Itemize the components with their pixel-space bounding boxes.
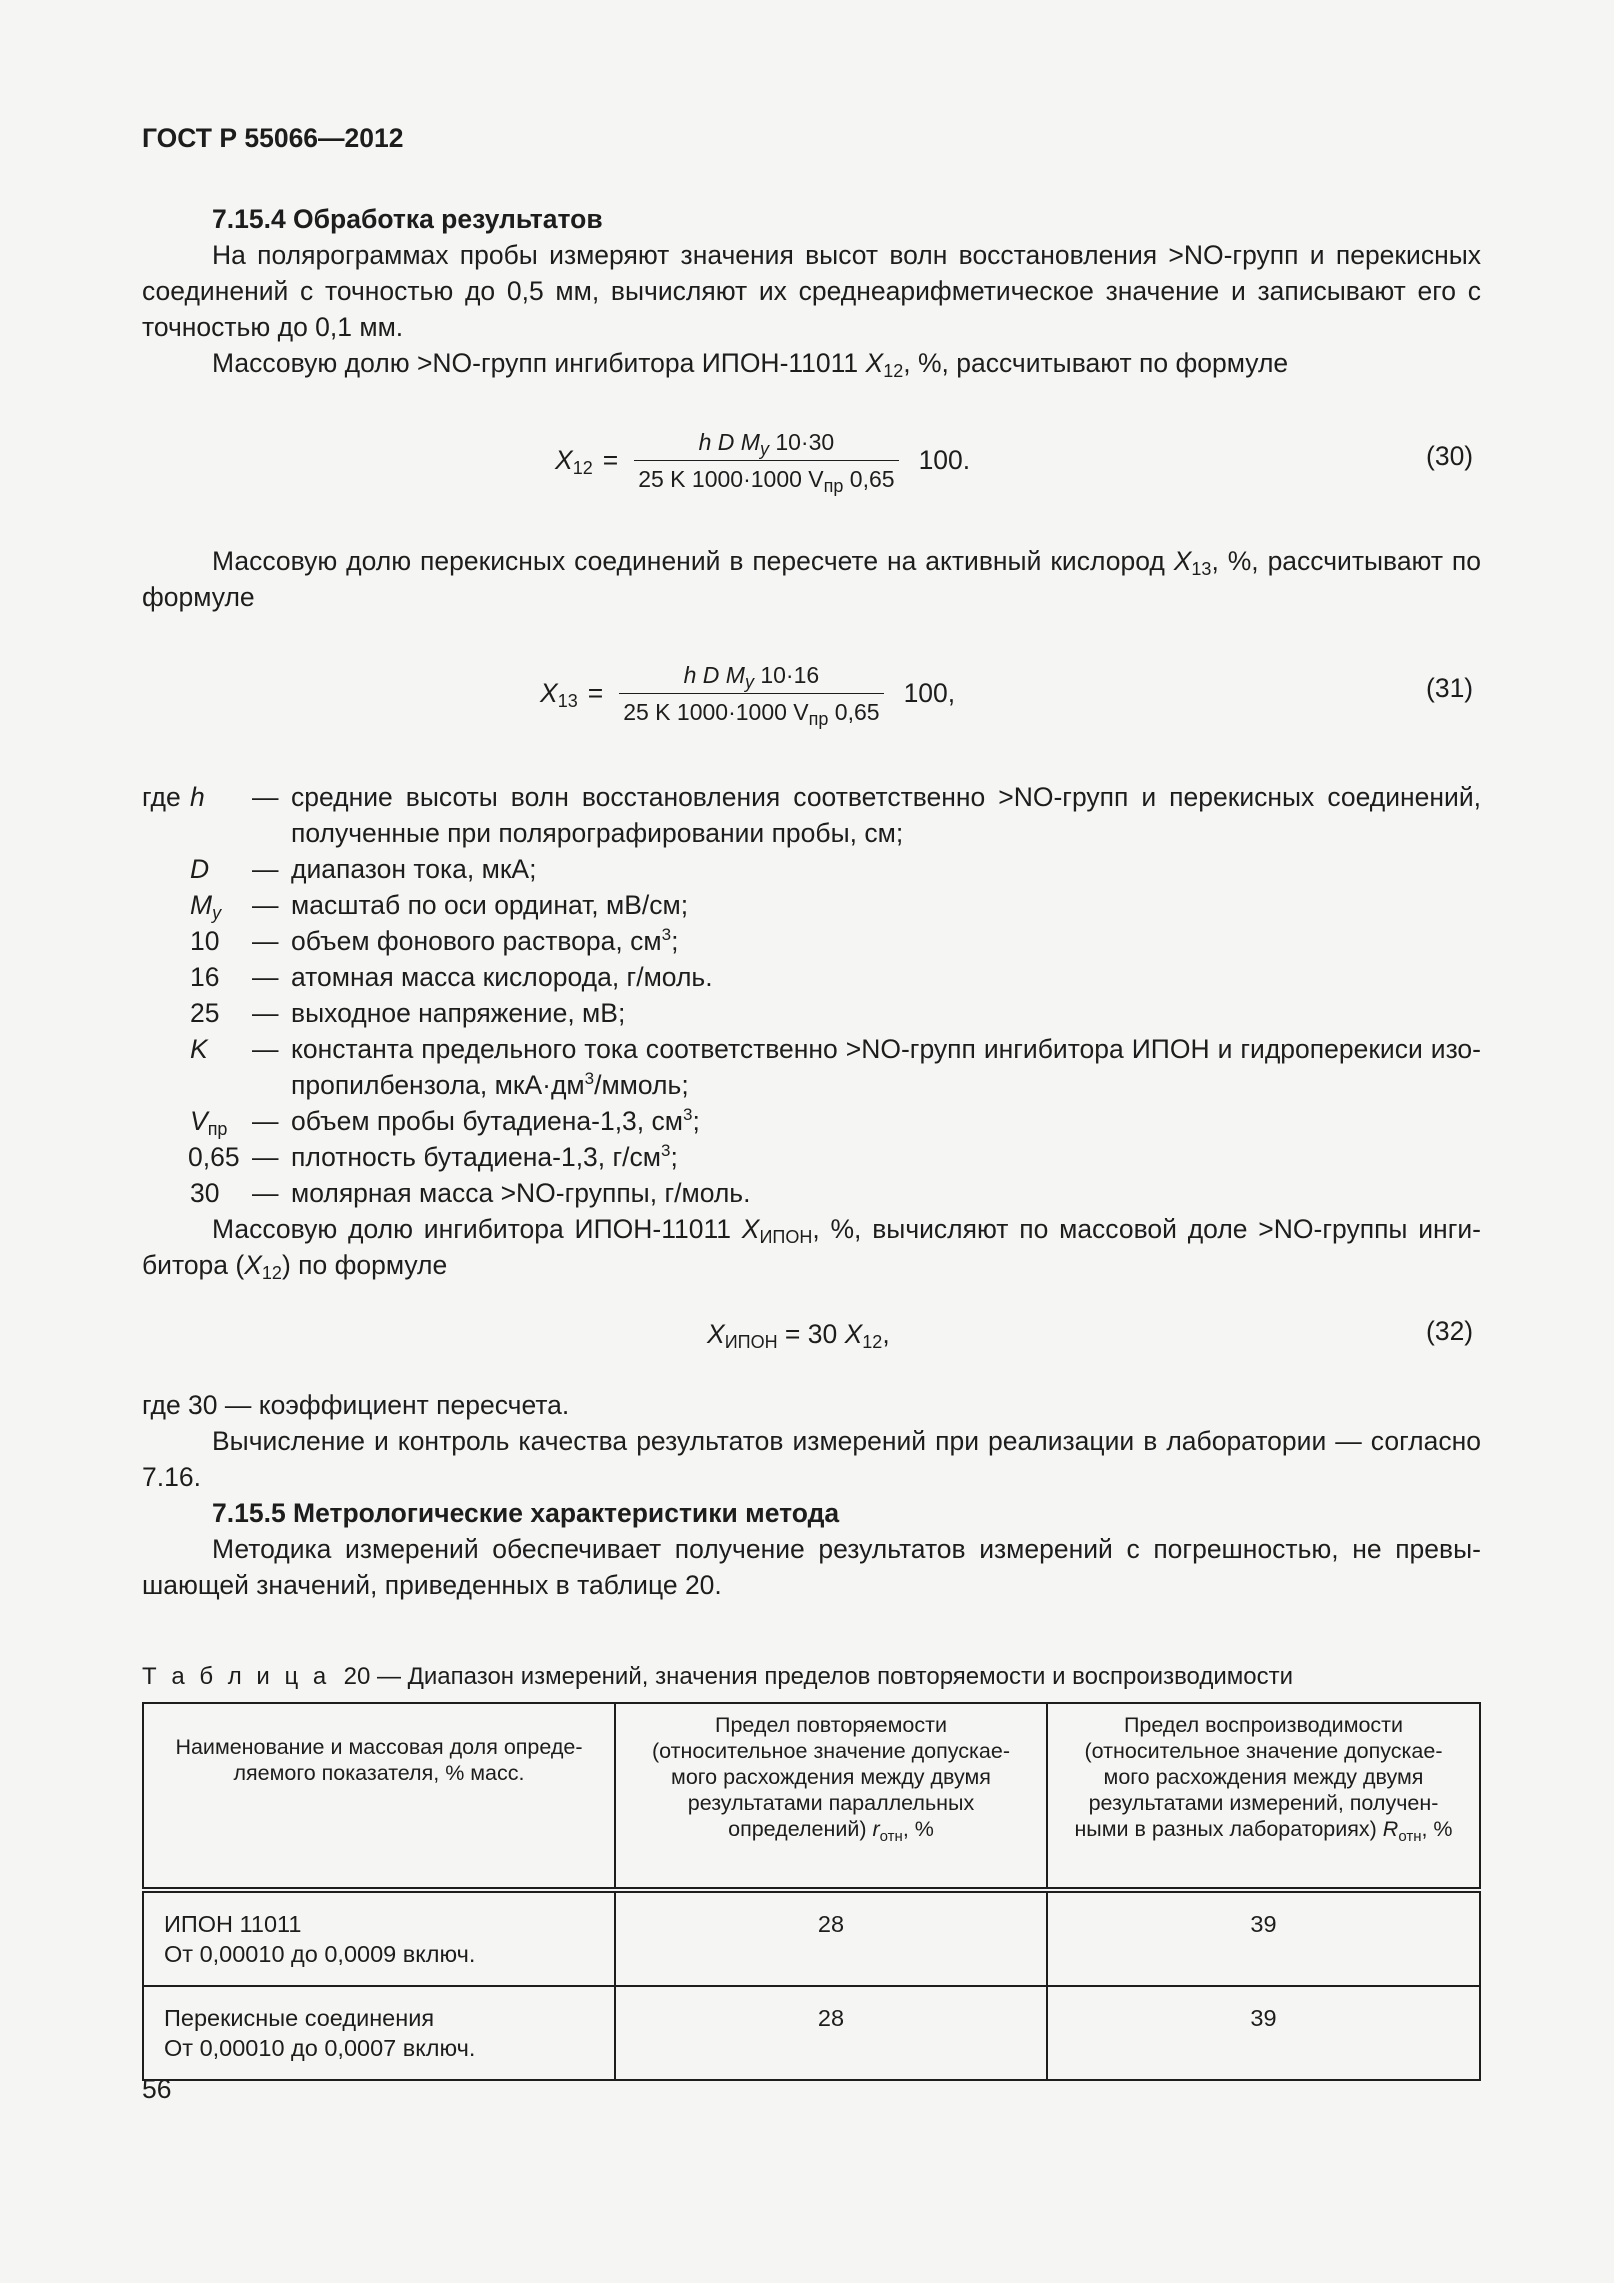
legend-dash: — — [252, 782, 279, 812]
legend-symbol — [190, 887, 221, 923]
symbol-text: M — [190, 890, 213, 920]
text-span: , %, рассчитывают по — [1211, 546, 1481, 576]
legend-symbol — [190, 851, 209, 887]
symbol-text: h — [190, 782, 205, 812]
description-text: выходное напряжение, мВ; — [291, 998, 626, 1028]
text-span: Массовую долю ингибитора ИПОН-11011 — [212, 1214, 742, 1244]
paragraph-line: На полярограммах пробы измеряют значения высот волн восстановления >NO-групп и перекисных — [212, 240, 1481, 270]
legend-description — [291, 923, 1481, 959]
symbol-text: 30 — [190, 1178, 220, 1208]
legend-symbol — [188, 1139, 240, 1175]
legend-description — [291, 779, 1481, 851]
paragraph-line: формуле — [142, 582, 255, 612]
legend-symbol — [190, 959, 219, 995]
legend-description — [291, 1103, 1481, 1139]
description-text: константа предельного тока соответственно >NO-групп ингибитора ИПОН и гидроперекиси изо- — [291, 1034, 1481, 1064]
legend-description — [291, 1031, 1481, 1103]
paragraph-line: соединений с точностью до 0,5 мм, вычисляют их среднеарифметическое значение и записывают его с — [142, 276, 1481, 306]
caption-label: Т а б л и ц а — [142, 1663, 331, 1690]
header-line: (относительное значение допускае- — [1084, 1739, 1443, 1763]
subscript: отн — [879, 1828, 903, 1845]
superscript: 3 — [661, 1141, 671, 1160]
header-line: Предел воспроизводимости — [1123, 1713, 1404, 1737]
subscript: 12 — [883, 361, 904, 381]
header-line: Предел повторяемости — [715, 1713, 947, 1737]
num-vars: h D M — [698, 429, 760, 455]
description-text: /ммоль; — [594, 1070, 689, 1100]
legend-dash: — — [252, 1142, 279, 1172]
superscript: 3 — [661, 925, 672, 944]
equals-sign: = — [602, 445, 619, 475]
formula-lhs-var: X — [540, 678, 558, 708]
variable: X — [741, 1214, 760, 1244]
cell-line: От 0,00010 до 0,0007 включ. — [164, 2035, 476, 2061]
description-text: масштаб по оси ординат, мВ/см; — [291, 890, 689, 920]
header-line: определений) — [728, 1817, 873, 1841]
den-const: 0,65 — [834, 699, 880, 725]
formula-30 — [555, 428, 971, 496]
table-cell-repeatability: 28 — [615, 1890, 1047, 1986]
legend-dash: — — [252, 926, 279, 956]
header-line: результатами параллельных — [687, 1791, 975, 1815]
variable: R — [1382, 1817, 1399, 1841]
subscript: ИПОН — [724, 1332, 778, 1352]
text-span: , %, рассчитывают по формуле — [903, 348, 1289, 378]
legend-dash: — — [252, 998, 279, 1028]
paragraph-line — [142, 1247, 447, 1283]
symbol-text: D — [190, 854, 210, 884]
formula-tail: 100. — [918, 445, 971, 475]
subscript: 12 — [261, 1263, 282, 1283]
symbol-text: 25 — [190, 998, 220, 1028]
subscript: y — [759, 439, 769, 459]
header-line: Наименование и массовая доля опреде- — [175, 1735, 583, 1759]
variable: r — [872, 1817, 880, 1841]
header-line: (относительное значение допускае- — [652, 1739, 1010, 1763]
legend-symbol — [190, 779, 205, 815]
column-header-reproducibility — [1047, 1703, 1480, 1890]
num-const: 10·16 — [760, 662, 820, 688]
numerator — [689, 428, 845, 460]
description-text: объем пробы бутадиена-1,3, см — [291, 1106, 683, 1136]
header-line: мого расхождения между двумя — [1103, 1765, 1424, 1789]
table-cell-indicator — [143, 1986, 615, 2080]
cell-line: ИПОН 11011 — [164, 1911, 302, 1937]
legend-dash: — — [252, 1034, 279, 1064]
description-text: плотность бутадиена-1,3, г/см — [291, 1142, 662, 1172]
equation-number-31: (31) — [1426, 673, 1474, 703]
legend-symbol — [190, 995, 219, 1031]
subscript: отн — [1398, 1828, 1422, 1845]
equation-number-32: (32) — [1426, 1316, 1474, 1346]
text-span: Массовую долю >NO-групп ингибитора ИПОН-11011 — [212, 348, 866, 378]
superscript: 3 — [683, 1105, 693, 1124]
section-title-7-15-5: 7.15.5 Метрологические характеристики метода — [212, 1498, 840, 1528]
legend-symbol — [190, 1175, 219, 1211]
text-span: ) по формуле — [281, 1250, 448, 1280]
table-row — [143, 1986, 1480, 2080]
subscript: y — [212, 903, 222, 923]
symbol-text: V — [190, 1106, 208, 1136]
fraction — [634, 428, 898, 496]
fraction — [619, 661, 883, 729]
description-text: диапазон тока, мкА; — [291, 854, 537, 884]
table-cell-reproducibility: 39 — [1047, 1986, 1480, 2080]
superscript: 3 — [584, 1069, 595, 1088]
variable: X — [1173, 546, 1192, 576]
paragraph-line — [212, 345, 1288, 381]
header-line: , % — [902, 1817, 934, 1841]
legend-description — [291, 995, 1481, 1031]
subscript: 13 — [1191, 559, 1212, 579]
caption-text: 20 — Диапазон измерений, значения пределов повторяемости и воспроизводимости — [343, 1663, 1294, 1690]
legend-symbol — [190, 1103, 227, 1139]
denominator — [619, 693, 883, 729]
subscript: пр — [823, 476, 844, 496]
formula-tail: 100, — [903, 678, 956, 708]
subscript: 12 — [572, 458, 593, 478]
paragraph-line: Вычисление и контроль качества результатов измерений при реализации в лаборатории — согласно — [212, 1426, 1481, 1456]
numerator — [674, 661, 830, 693]
description-text: пропилбензола, мкА·дм — [291, 1070, 585, 1100]
description-text: полученные при полярографировании пробы, см; — [291, 818, 904, 848]
legend-dash: — — [252, 1178, 279, 1208]
paragraph-line: 7.16. — [142, 1462, 201, 1492]
text-span: Массовую долю перекисных соединений в пересчете на активный кислород — [212, 546, 1174, 576]
symbol-text: K — [190, 1034, 208, 1064]
cell-line: От 0,00010 до 0,0009 включ. — [164, 1941, 476, 1967]
formula-mid: = 30 — [777, 1319, 845, 1349]
page-number: 56 — [142, 2074, 172, 2104]
den-const: 0,65 — [849, 466, 895, 492]
subscript: пр — [207, 1119, 228, 1139]
subscript: ИПОН — [759, 1227, 813, 1247]
num-vars: h D M — [683, 662, 745, 688]
formula-lhs-var: X — [707, 1319, 725, 1349]
legend-description — [291, 1139, 1481, 1175]
legend-description — [291, 959, 1481, 995]
den-vars: 25 K 1000·1000 V — [638, 466, 824, 492]
description-text: ; — [692, 1106, 700, 1136]
column-header-indicator — [143, 1703, 615, 1890]
formula-rhs-var: X — [844, 1319, 863, 1349]
variable: X — [865, 348, 884, 378]
den-vars: 25 K 1000·1000 V — [623, 699, 809, 725]
legend-description — [291, 1175, 1481, 1211]
subscript: 13 — [557, 691, 578, 711]
paragraph-line: шающей значений, приведенных в таблице 20. — [142, 1570, 722, 1600]
denominator — [634, 460, 898, 496]
table-row — [143, 1890, 1480, 1986]
formula-32 — [707, 1316, 890, 1352]
paragraph-line — [212, 543, 1481, 579]
paragraph-line — [212, 1211, 1481, 1247]
table-header-row — [143, 1703, 1480, 1890]
legend-symbol — [190, 923, 219, 959]
description-text: средние высоты волн восстановления соответственно >NO-групп и перекисных соединений, — [291, 782, 1481, 812]
document-header: ГОСТ Р 55066—2012 — [142, 123, 404, 153]
description-text: объем фонового раствора, см — [291, 926, 662, 956]
symbol-text: 0,65 — [188, 1142, 240, 1172]
subscript: 12 — [862, 1332, 883, 1352]
description-text: атомная масса кислорода, г/моль. — [291, 962, 713, 992]
equation-number-30: (30) — [1426, 441, 1474, 471]
equals-sign: = — [587, 678, 604, 708]
text-span: , %, вычисляют по массовой доле >NO-группы инги- — [812, 1214, 1481, 1244]
header-line: ными в разных лабораториях) — [1074, 1817, 1383, 1841]
legend-description — [291, 887, 1481, 923]
legend-dash: — — [252, 854, 279, 884]
table-20 — [142, 1702, 1481, 2081]
formula-tail: , — [882, 1319, 890, 1349]
legend-where: где — [142, 782, 181, 812]
paragraph-line: где 30 — коэффициент пересчета. — [142, 1390, 570, 1420]
description-text: молярная масса >NO-группы, г/моль. — [291, 1178, 751, 1208]
formula-lhs-var: X — [555, 445, 573, 475]
paragraph-line: точностью до 0,1 мм. — [142, 312, 404, 342]
subscript: y — [744, 672, 754, 692]
header-line: мого расхождения между двумя — [671, 1765, 991, 1789]
legend-dash: — — [252, 962, 279, 992]
legend-dash: — — [252, 1106, 279, 1136]
section-title-7-15-4: 7.15.4 Обработка результатов — [212, 204, 603, 234]
table-cell-repeatability: 28 — [615, 1986, 1047, 2080]
variable: X — [244, 1250, 262, 1280]
header-line: , % — [1421, 1817, 1453, 1841]
legend-dash: — — [252, 890, 279, 920]
cell-line: Перекисные соединения — [164, 2005, 435, 2031]
table-cell-reproducibility: 39 — [1047, 1890, 1480, 1986]
column-header-repeatability — [615, 1703, 1047, 1890]
header-line: результатами измерений, получен- — [1088, 1791, 1439, 1815]
num-const: 10·30 — [775, 429, 835, 455]
description-text: ; — [671, 926, 679, 956]
paragraph-line: Методика измерений обеспечивает получение результатов измерений с погрешностью, не превы- — [212, 1534, 1481, 1564]
legend-symbol — [190, 1031, 208, 1067]
description-text: ; — [670, 1142, 678, 1172]
subscript: пр — [808, 709, 829, 729]
symbol-text: 10 — [190, 926, 220, 956]
legend-description — [291, 851, 1481, 887]
table-cell-indicator — [143, 1890, 615, 1986]
formula-31 — [540, 661, 956, 729]
text-span: битора ( — [142, 1250, 245, 1280]
symbol-text: 16 — [190, 962, 220, 992]
table-caption — [142, 1662, 1293, 1692]
header-line: ляемого показателя, % масс. — [233, 1761, 525, 1785]
